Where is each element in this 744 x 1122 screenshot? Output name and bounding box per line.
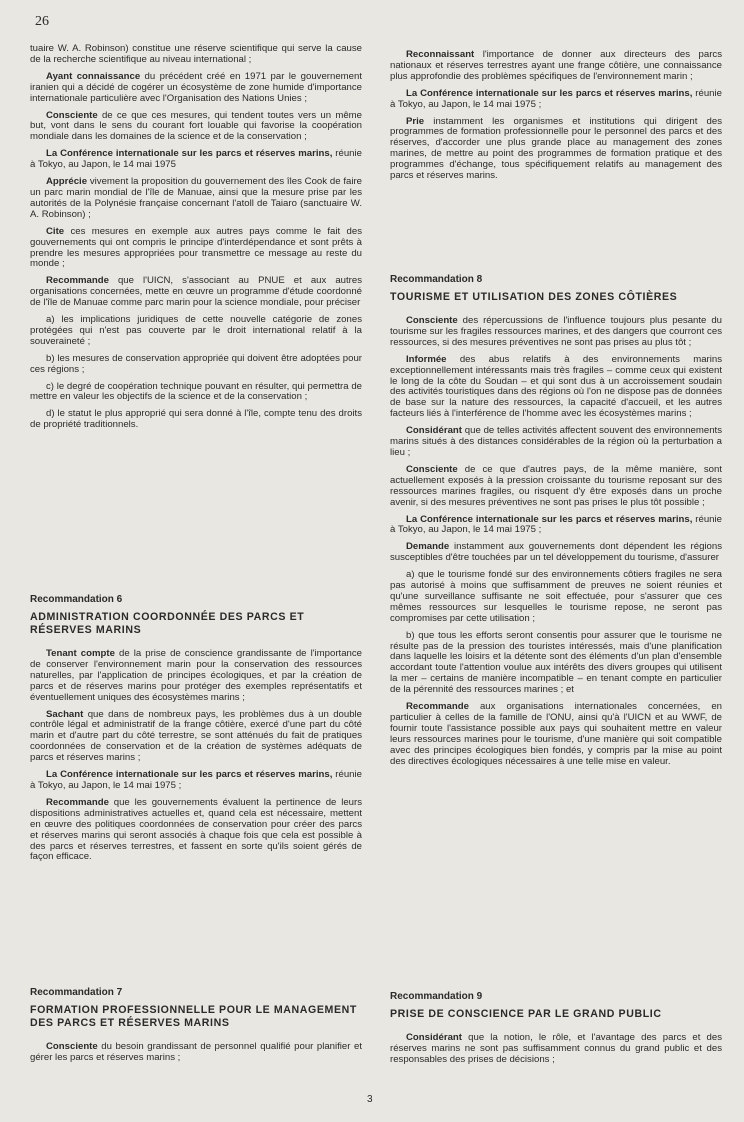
paragraph	[30, 409, 362, 431]
paragraph-text: b) les mesures de conservation appropriée qui doivent être adoptées pour ces régions ;	[30, 352, 362, 375]
recommendation-6	[30, 594, 362, 869]
rec7-label: Recommandation 7	[30, 987, 123, 998]
recommendation-9	[390, 991, 722, 1072]
paragraph	[30, 149, 362, 171]
paragraph-keyword: Tenant compte	[46, 648, 115, 659]
paragraph-keyword: Considérant	[406, 1032, 462, 1043]
paragraph	[390, 702, 722, 767]
paragraph-keyword: La Conférence internationale sur les parcs et réserves marins,	[406, 87, 693, 99]
left-top-section	[30, 44, 362, 437]
paragraph-text: réunie à Tokyo, au Japon, le 14 mai 1975 ;	[390, 87, 722, 110]
paragraph-text: que dans de nombreux pays, les problèmes dus à un double contrôle légal et administratif de la frange côtière, exercé d'une part du côté marin et d'autre part du côté terrestre, se sont atténués du fait de pratiques coordonnées de conservation et de la création de systèmes adéquats de parcs et réserves marins ;	[30, 708, 362, 764]
rec8-body	[390, 316, 722, 768]
paragraph	[390, 316, 722, 349]
paragraph-keyword: Recommande	[46, 275, 109, 287]
paragraph-keyword: Reconnaissant	[406, 49, 475, 60]
paragraph-keyword: Cite	[46, 225, 65, 237]
paragraph	[390, 542, 722, 564]
paragraph	[30, 710, 362, 765]
paragraph	[30, 276, 362, 309]
rec8-label: Recommandation 8	[390, 274, 483, 285]
page-number: 26	[35, 14, 49, 29]
paragraph-text: que la notion, le rôle, et l'avantage des parcs et des réserves marins ne sont pas suffisamment connus du grand public et des responsables des prises de décisions ;	[390, 1032, 722, 1065]
paragraph-keyword: Consciente	[406, 463, 458, 475]
paragraph-text: réunie à Tokyo, au Japon, le 14 mai 1975	[30, 148, 362, 171]
paragraph-text: réunie à Tokyo, au Japon, le 14 mai 1975 ;	[30, 769, 362, 791]
paragraph	[30, 1042, 362, 1064]
paragraph-text: de la prise de conscience grandissante de l'importance de conserver l'environnement marin pour la conservation des ressources naturelles, par l'application de principes écologiques, et par la création de parcs et de réserves marins pour protéger des exemples représentatifs et éventuellement uniques des écosystèmes marins ;	[30, 648, 362, 703]
paragraph	[30, 177, 362, 221]
paragraph-keyword: Prie	[406, 115, 425, 127]
paragraph-keyword: Consciente	[406, 315, 458, 326]
paragraph-keyword: Ayant connaissance	[46, 70, 141, 82]
paragraph-text: l'importance de donner aux directeurs des parcs nationaux et réserves terrestres ayant une frange côtière, une connaissance plus approfondie des problèmes spécifiques de l'environnement marin ;	[390, 49, 722, 82]
paragraph-text: ces mesures en exemple aux autres pays comme le fait des gouvernements qui ont compris le principe d'interdépendance et sont prêts à prendre les mesures appropriées pour transmettre ce message au reste du monde ;	[30, 225, 362, 270]
paragraph-text: de ce que ces mesures, qui tendent toutes vers un même but, vont dans le sens du courant fort louable qui favorise la coopération mondiale dans les domaines de la science et de la conservation ;	[30, 109, 362, 143]
paragraph-keyword: Consciente	[46, 1041, 98, 1052]
paragraph	[390, 631, 722, 696]
paragraph-text: instamment aux gouvernements dont dépendent les régions susceptibles d'être touchées par un tel développement du tourisme, d'assurer	[390, 541, 722, 564]
paragraph-keyword: Sachant	[46, 708, 84, 720]
right-top-section	[390, 50, 722, 188]
paragraph-text: a) que le tourisme fondé sur des environnements côtiers fragiles ne sera pas autorisé à moins que suffisamment de preuves ne soient réunies et qu'une surveillance suffisante ne soit effectuée, pour s'assurer que ces mêmes ressources sur lesquelles le tourisme repose, ne seront pas compromises par cette utilisation ;	[390, 569, 722, 624]
footer-page-number: 3	[367, 1094, 373, 1105]
paragraph	[390, 117, 722, 182]
paragraph	[30, 44, 362, 66]
paragraph	[390, 570, 722, 625]
paragraph	[30, 770, 362, 792]
paragraph	[390, 426, 722, 459]
paragraph-keyword: La Conférence internationale sur les parcs et réserves marins,	[46, 769, 333, 781]
paragraph-text: du précédent créé en 1971 par le gouvernement iranien qui a décidé de cogérer un écosystème de zone humide d'importance internationale particulière avec l'Organisation des Nations Unies ;	[30, 70, 362, 104]
rec9-label: Recommandation 9	[390, 991, 483, 1002]
rec6-title: ADMINISTRATION COORDONNÉE DES PARCS ET RÉSERVES MARINS	[30, 611, 305, 636]
paragraph	[30, 798, 362, 863]
rec6-body	[30, 649, 362, 863]
rec8-title: TOURISME ET UTILISATION DES ZONES CÔTIÈRES	[390, 291, 678, 303]
paragraph-keyword: Consciente	[46, 109, 98, 121]
paragraph-keyword: La Conférence internationale sur les parcs et réserves marins,	[46, 148, 333, 160]
paragraph-text: que l'UICN, s'associant au PNUE et aux autres organisations concernées, mette en œuvre un programme d'étude coordonné de l'île de Manuae comme parc marin pour la science mondiale, pour préciser	[30, 275, 362, 309]
paragraph	[30, 382, 362, 404]
paragraph	[390, 50, 722, 83]
paragraph-text: que les gouvernements évaluent la pertinence de leurs dispositions administratives actuelles et, quand cela est nécessaire, mettent en œuvre des politiques coordonnées de conservation pour créer des parcs et réserves marins qui seront associés à chaque fois que cela est possible à des parcs et réserves terrestres, et fassent en sorte qu'ils soient gérés de façon efficace.	[30, 796, 362, 863]
recommendation-7	[30, 987, 362, 1070]
paragraph	[390, 515, 722, 537]
paragraph	[30, 72, 362, 105]
rec7-body	[30, 1042, 362, 1064]
paragraph-text: vivement la proposition du gouvernement des îles Cook de faire un parc marin mondial de l'île de Manuae, ainsi que la mesure prise par les autorités de la Polynésie française concernant l'atoll de Taiaro (sanctuaire W. A. Robinson) ;	[30, 176, 362, 220]
paragraph	[390, 465, 722, 509]
paragraph	[390, 89, 722, 111]
paragraph-text: du besoin grandissant de personnel qualifié pour planifier et gérer les parcs et réserves marins ;	[30, 1041, 362, 1063]
paragraph	[30, 354, 362, 376]
paragraph-text: de ce que d'autres pays, de la même manière, sont actuellement exposés à la pression croissante du tourisme reposant sur des ressources marines fragiles, ou risquent d'y être exposés dans un proche avenir, si des mesures préventives ne sont pas prises le plus tôt possible ;	[390, 463, 722, 508]
paragraph-keyword: Apprécie	[46, 176, 88, 188]
paragraph-text: des répercussions de l'influence toujours plus pesante du tourisme sur les fragiles ressources marines, et des dangers que courront ces ressources, si des mesures préventives ne sont pas prises au plus tôt ;	[390, 315, 722, 348]
recommendation-8	[390, 274, 722, 774]
paragraph-text: des abus relatifs à des environnements marins exceptionnellement intéressants mais très fragiles – comme ceux qui existent le long de la côte du Soudan – et qui sont dus à un accroissement soudain des activités touristiques dans des régions où l'on ne dispose pas de données de base sur la nature des ressources, la capacité d'accueil, et les autres facteurs liés à l'interférence de l'homme avec les écosystèmes marins ;	[390, 353, 722, 420]
paragraph	[30, 111, 362, 144]
paragraph-text: a) les implications juridiques de cette nouvelle catégorie de zones protégées qui n'est pas couverte par le droit international relatif à la souveraineté ;	[30, 314, 362, 347]
paragraph-text: que de telles activités affectent souvent des environnements marins situés à des distances considérables de la région où la perturbation a lieu ;	[390, 425, 722, 458]
paragraph-keyword: Recommande	[46, 796, 109, 808]
paragraph	[30, 649, 362, 704]
paragraph	[390, 1033, 722, 1066]
paragraph-text: instamment les organismes et institutions qui dirigent des programmes de formation professionnelle pour le personnel des parcs et des réserves, d'accorder une plus grande place au management des zones marines, de mettre au point des programmes de formation pratique et des programmes d'échange, tous spécifiquement relatifs au management des parcs et réserves marins.	[390, 115, 722, 182]
paragraph	[30, 315, 362, 348]
paragraph-text: b) que tous les efforts seront consentis pour assurer que le tourisme ne résulte pas de la pression des touristes intéressés, mais d'une planification dans laquelle les loisirs et la détente sont des éléments d'un plan d'ensemble accordant toute l'attention voulue aux intérêts des divers groupes qui utilisent la mer – certains de manière incompatible – en tenant compte en particulier de la pérennité des ressources marines ; et	[390, 629, 722, 696]
rec9-body	[390, 1033, 722, 1066]
rec9-title: PRISE DE CONSCIENCE PAR LE GRAND PUBLIC	[390, 1008, 662, 1020]
paragraph-keyword: La Conférence internationale sur les parcs et réserves marins,	[406, 513, 693, 525]
paragraph-keyword: Demande	[406, 541, 450, 553]
paragraph-keyword: Considérant	[406, 425, 462, 437]
rec7-title: FORMATION PROFESSIONNELLE POUR LE MANAGEMENT DES PARCS ET RÉSERVES MARINS	[30, 1004, 357, 1029]
paragraph-keyword: Recommande	[406, 701, 469, 713]
paragraph-text: tuaire W. A. Robinson) constitue une réserve scientifique qui serve la cause de la recherche scientifique au niveau international ;	[30, 43, 362, 65]
paragraph-text: c) le degré de coopération technique pouvant en résulter, qui permettra de mettre en valeur les objectifs de la science et de la conservation ;	[30, 380, 362, 403]
paragraph-keyword: Informée	[406, 353, 447, 365]
paragraph-text: aux organisations internationales concernées, en particulier à celles de la famille de l'ONU, ainsi qu'à l'UICN et au WWF, de fournir toute l'assistance possible aux pays qui souhaitent mettre en valeur leurs ressources marines pour le tourisme, d'une manière qui soit compatible avec des principes écologiques bien fondés, y compris par la mise au point des directives écologiques nécessaires à une telle mise en valeur.	[390, 701, 722, 767]
paragraph	[390, 355, 722, 420]
paragraph	[30, 227, 362, 271]
paragraph-text: d) le statut le plus approprié qui sera donné à l'île, compte tenu des droits de propriété traditionnels.	[30, 408, 362, 431]
paragraph-text: réunie à Tokyo, au Japon, le 14 mai 1975 ;	[390, 513, 722, 536]
rec6-label: Recommandation 6	[30, 594, 123, 605]
